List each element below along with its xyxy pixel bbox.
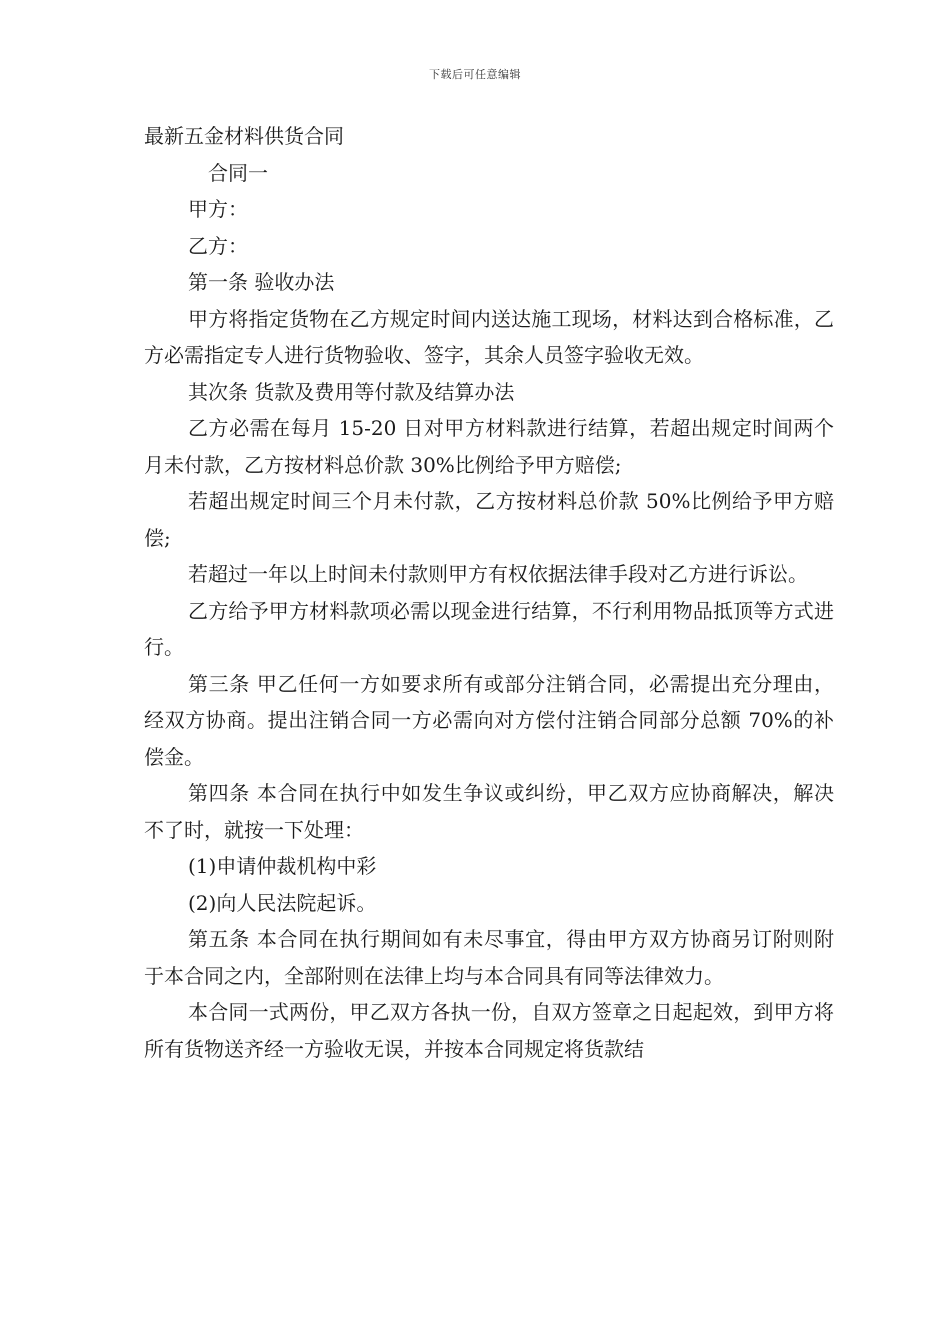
document-subtitle: 合同一	[208, 160, 268, 185]
article-5-text: 第五条 本合同在执行期间如有未尽事宜，得由甲方双方协商另订附则附于本合同之内，全部附则在法律上均与本合同具有同等法律效力。	[144, 927, 834, 988]
article-2-text-2: 若超出规定时间三个月未付款，乙方按材料总价款 50%比例给予甲方赔偿;	[144, 489, 834, 550]
article-2-text-1: 乙方必需在每月 15-20 日对甲方材料款进行结算，若超出规定时间两个月未付款，乙方按材料总价款 30%比例给予甲方赔偿;	[144, 416, 834, 477]
closing-text: 本合同一式两份，甲乙双方各执一份，自双方签章之日起起效，到甲方将所有货物送齐经一方验收无误，并按本合同规定将货款结	[144, 1000, 834, 1061]
party-a-line: 甲方：	[188, 197, 248, 221]
article-1-heading: 第一条 验收办法	[188, 270, 335, 294]
article-4-item-2: (2)向人民法院起诉。	[188, 890, 377, 915]
article-4-item-1: (1)申请仲裁机构中彩	[188, 854, 377, 878]
article-2-text-4: 乙方给予甲方材料款项必需以现金进行结算，不行利用物品抵顶等方式进行。	[144, 598, 834, 659]
party-b-line: 乙方：	[188, 233, 248, 258]
article-3-text: 第三条 甲乙任何一方如要求所有或部分注销合同，必需提出充分理由，经双方协商。提出注销合同一方必需向对方偿付注销合同部分总额 70%的补偿金。	[144, 671, 834, 769]
document-body	[144, 118, 834, 1067]
article-4-text: 第四条 本合同在执行中如发生争议或纠纷，甲乙双方应协商解决，解决不了时，就按一下处理：	[144, 781, 834, 842]
page-header-note: 下载后可任意编辑	[429, 68, 521, 81]
article-1-text: 甲方将指定货物在乙方规定时间内送达施工现场，材料达到合格标准，乙方必需指定专人进行货物验收、签字，其余人员签字验收无效。	[144, 306, 834, 367]
article-2-heading: 其次条 货款及费用等付款及结算办法	[188, 379, 515, 404]
article-2-text-3: 若超过一年以上时间未付款则甲方有权依据法律手段对乙方进行诉讼。	[188, 562, 808, 586]
document-title: 最新五金材料供货合同	[144, 124, 344, 148]
